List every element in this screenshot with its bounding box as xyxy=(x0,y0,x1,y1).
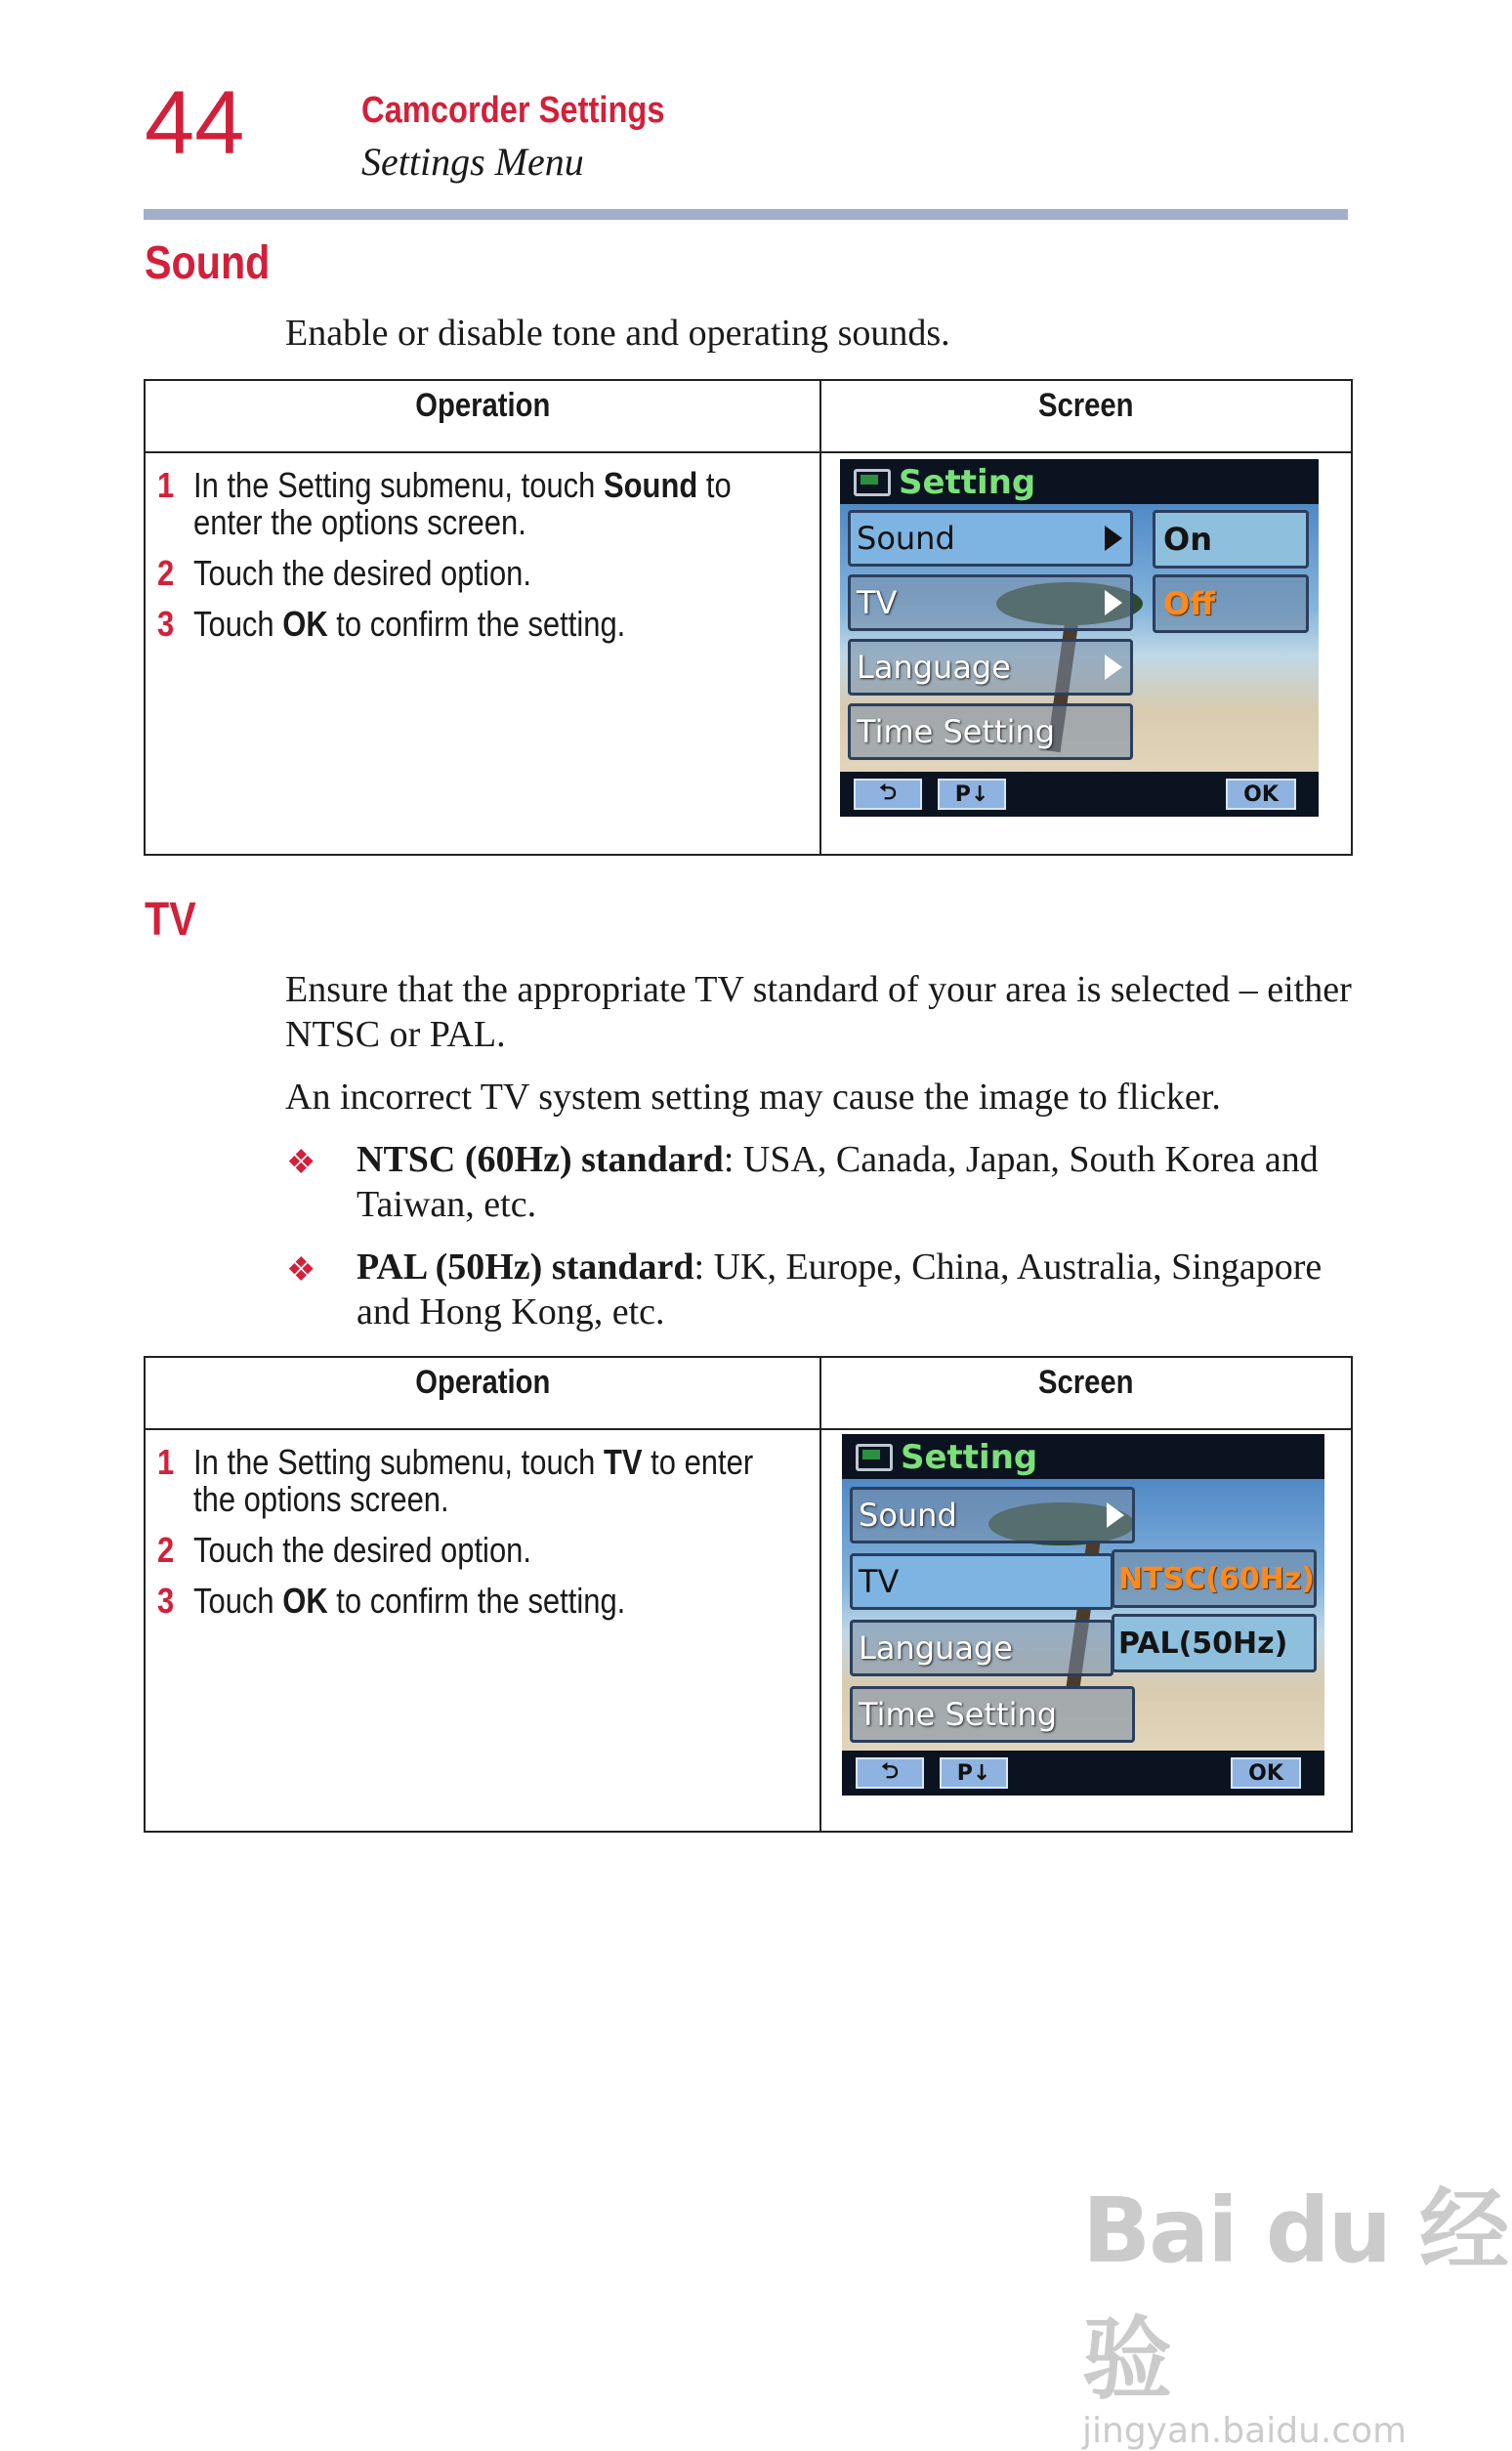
option-off[interactable]: Off xyxy=(1153,574,1309,633)
screen-title: Setting xyxy=(856,1438,1037,1477)
col-operation: Operation xyxy=(145,1357,820,1429)
page-number: 44 xyxy=(145,73,245,173)
bullet-icon: ❖ xyxy=(286,1252,316,1289)
step: 3 Touch OK to confirm the setting. xyxy=(157,604,626,644)
menu-item-tv[interactable]: TV xyxy=(850,1553,1113,1610)
steps-list xyxy=(146,453,819,643)
step: 3 Touch OK to confirm the setting. xyxy=(157,1581,626,1621)
camcorder-icon xyxy=(856,1444,893,1471)
bullet-ntsc: NTSC (60Hz) standard: USA, Canada, Japan, South Korea and Taiwan, etc. xyxy=(357,1139,1319,1225)
ok-button[interactable]: OK xyxy=(1226,779,1296,810)
watermark-url: jingyan.baidu.com xyxy=(1082,2411,1407,2451)
menu-item-language[interactable]: Language xyxy=(850,1620,1113,1676)
section-title: Settings Menu xyxy=(361,140,584,184)
menu-item-language[interactable]: Language xyxy=(848,639,1133,696)
menu-item-time-setting[interactable]: Time Setting xyxy=(850,1686,1135,1743)
back-button[interactable]: ⮌ xyxy=(854,779,922,810)
menu-item-sound[interactable]: Sound xyxy=(850,1487,1135,1543)
tv-paragraph-1: Ensure that the appropriate TV standard of your area is selected – either NTSC or PAL. xyxy=(285,969,1352,1055)
ok-button[interactable]: OK xyxy=(1231,1757,1301,1789)
page-down-button[interactable]: P↓ xyxy=(940,1757,1008,1789)
step: 2 Touch the desired option. xyxy=(157,1530,531,1570)
menu-item-time-setting[interactable]: Time Setting xyxy=(848,703,1133,760)
arrow-right-icon xyxy=(1107,1502,1124,1528)
sound-intro: Enable or disable tone and operating sounds. xyxy=(285,313,950,354)
arrow-right-icon xyxy=(1105,655,1122,680)
menu-item-tv[interactable]: TV xyxy=(848,574,1133,631)
chapter-title: Camcorder Settings xyxy=(361,90,665,131)
steps-list xyxy=(146,1430,819,1620)
col-screen: Screen xyxy=(820,380,1352,452)
baidu-watermark xyxy=(1082,2159,1512,2451)
option-pal[interactable]: PAL(50Hz) xyxy=(1112,1614,1317,1672)
watermark-logo: Bai du 经验 xyxy=(1082,2178,1508,2412)
screen-title: Setting xyxy=(854,463,1035,502)
operation-cell xyxy=(145,452,820,855)
step: 2 Touch the desired option. xyxy=(157,553,531,593)
col-screen: Screen xyxy=(820,1357,1352,1429)
step: 1 In the Setting submenu, touch Sound to enter the options screen. xyxy=(157,465,732,542)
option-on[interactable]: On xyxy=(1153,510,1309,569)
sound-heading: Sound xyxy=(145,237,271,289)
col-operation: Operation xyxy=(145,380,820,452)
menu-item-sound[interactable]: Sound xyxy=(848,510,1133,567)
tv-camcorder-screen xyxy=(842,1434,1324,1796)
sound-camcorder-screen xyxy=(840,459,1319,817)
operation-cell xyxy=(145,1429,820,1832)
header-rule xyxy=(144,209,1348,220)
camcorder-icon xyxy=(854,469,891,496)
step: 1 In the Setting submenu, touch TV to enter the options screen. xyxy=(157,1442,754,1519)
tv-heading: TV xyxy=(145,894,196,946)
page-down-button[interactable]: P↓ xyxy=(938,779,1006,810)
arrow-right-icon xyxy=(1105,590,1122,615)
bullet-icon: ❖ xyxy=(286,1145,316,1181)
option-ntsc[interactable]: NTSC(60Hz) xyxy=(1112,1549,1317,1608)
bullet-pal: PAL (50Hz) standard: UK, Europe, China, Australia, Singapore and Hong Kong, etc. xyxy=(357,1247,1323,1332)
back-button[interactable]: ⮌ xyxy=(856,1757,924,1789)
arrow-right-icon xyxy=(1105,526,1122,551)
tv-paragraph-2: An incorrect TV system setting may cause the image to flicker. xyxy=(285,1077,1221,1118)
